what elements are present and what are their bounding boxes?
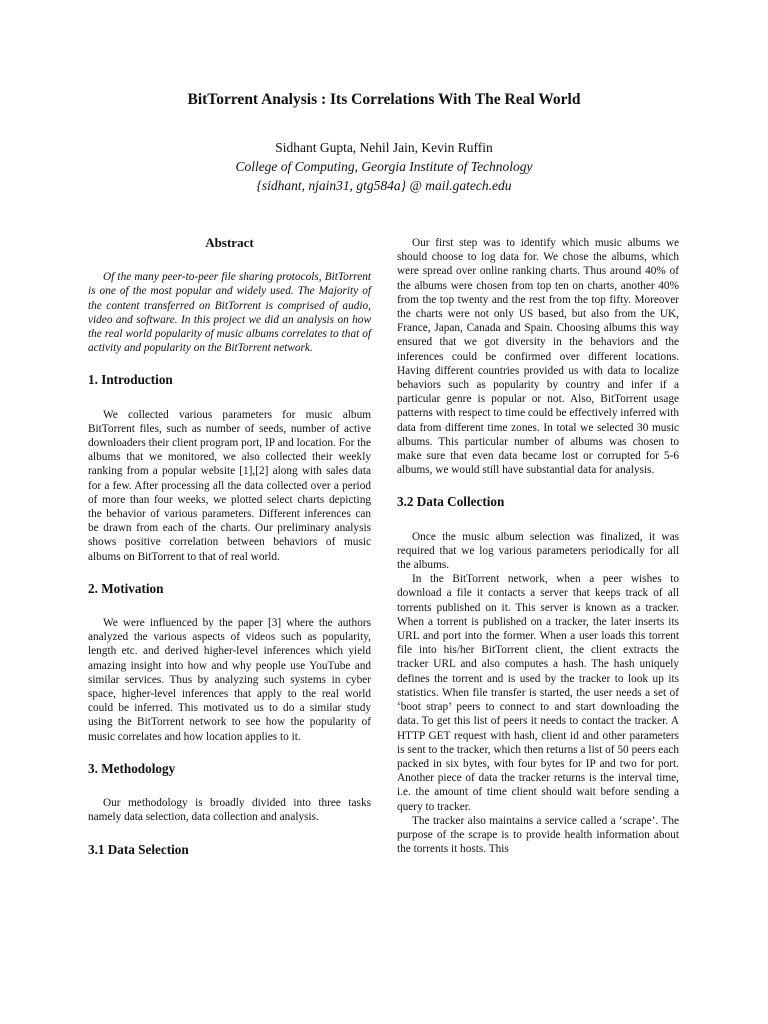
abstract-text: Of the many peer-to-peer file sharing protocols, BitTorrent is one of the most popular and widely used. The Majority of the content transferred on BitTorrent is comprised of audio, video and software. In this project we did an analysis on how the real world popularity of music albums correlates to that of activity and popularity on the BitTorrent network. [88, 271, 371, 355]
data-collection-paragraph-3: The tracker also maintains a service called a ‘scrape’. The purpose of the scrape is to provide health information about the torrents it hosts. This [397, 814, 679, 856]
section-heading-motivation: 2. Motivation [88, 580, 164, 596]
section-heading-data-collection: 3.2 Data Collection [397, 494, 505, 510]
motivation-text: We were influenced by the paper [3] where the authors analyzed the various aspects of videos such as popularity, length etc. and derived higher-level inferences which yield amazing insight into how and why people use YouTube and similar services. Thus by analyzing such systems in cyber space, higher-level inferences that apply to the real world could be inferred. This motivated us to do a similar study using the BitTorrent network to see how the popularity of music correlates and how location applies to it. [88, 617, 371, 743]
section-heading-data-selection: 3.1 Data Selection [88, 841, 189, 857]
data-collection-paragraph-1: Once the music album selection was finalized, it was required that we log various parameters periodically for all the albums. [397, 530, 679, 572]
section-heading-methodology: 3. Methodology [88, 760, 176, 776]
email-line [0, 176, 768, 195]
introduction-text: We collected various parameters for music album BitTorrent files, such as number of seeds, number of active downloaders their client program port, IP and location. For the albums that we monitored, we also collected their weekly ranking from a popular website [1],[2] along with sales data for a few. After processing all the data collected over a period of more than four weeks, we plotted select charts depicting the behavior of various parameters. Different inferences can be drawn from each of the charts. Our preliminary analysis shows positive correlation between behaviors of music albums on BitTorrent to that of real world. [88, 408, 371, 563]
section-heading-introduction: 1. Introduction [88, 372, 173, 388]
data-collection-paragraph-2: In the BitTorrent network, when a peer wishes to download a file it contacts a server that keeps track of all torrents published on it. This server is known as a tracker. When a torrent is published on a tracker, the later inserts its URL and port into the former. When a user loads this torrent file into his/her BitTorrent client, the client extracts the tracker URL and also computes a hash. The hash uniquely defines the torrent and is used by the tracker to look up its statistics. When file transfer is started, the user needs a set of ‘boot strap’ peers to connect to and start downloading the data. To get this list of peers it needs to contact the tracker. A HTTP GET request with hash, client id and other parameters is sent to the tracker, which then returns a list of 50 peers each packed in six bytes, with four bytes for IP and two for port. Another piece of data the tracker returns is the interval time, i.e. the amount of time client should wait before sending a query to tracker. [397, 573, 679, 813]
email-ids: {sidhant, njain31, gtg584a} [256, 178, 407, 193]
methodology-text: Our methodology is broadly divided into three tasks namely data selection, data collection and analysis. [88, 797, 371, 824]
paper-title: BitTorrent Analysis : Its Correlations With The Real World [187, 91, 581, 108]
author-names: Sidhant Gupta, Nehil Jain, Kevin Ruffin [275, 140, 493, 155]
email-domain: @ mail.gatech.edu [406, 178, 512, 193]
affiliation: College of Computing, Georgia Institute of Technology [235, 159, 533, 174]
abstract-heading: Abstract [205, 235, 254, 250]
author-block [0, 138, 768, 195]
right-column [397, 236, 679, 856]
data-selection-text: Our first step was to identify which music albums we should choose to log data for. We chose the albums, which were spread over online ranking charts. Thus around 40% of the albums were chosen from top ten on charts, another 40% from the top twenty and the rest from the top fifty. Moreover the charts were not only US based, but also from the UK, France, Japan, Canada and Spain. Choosing albums this way ensured that we got diversity in the behaviors and the inferences could be confirmed over different locations. Having different countries provided us with data to localize behaviors such as popularity by country and infer if a particular genre is popular or not. Also, BitTorrent usage patterns with respect to time could be effectively inferred with data from different time zones. In total we selected 30 music albums. This particular number of albums was chosen to make sure that even data became lost or corrupted for 5-6 albums, we would still have substantial data for analysis. [397, 237, 679, 477]
left-column [88, 232, 371, 857]
